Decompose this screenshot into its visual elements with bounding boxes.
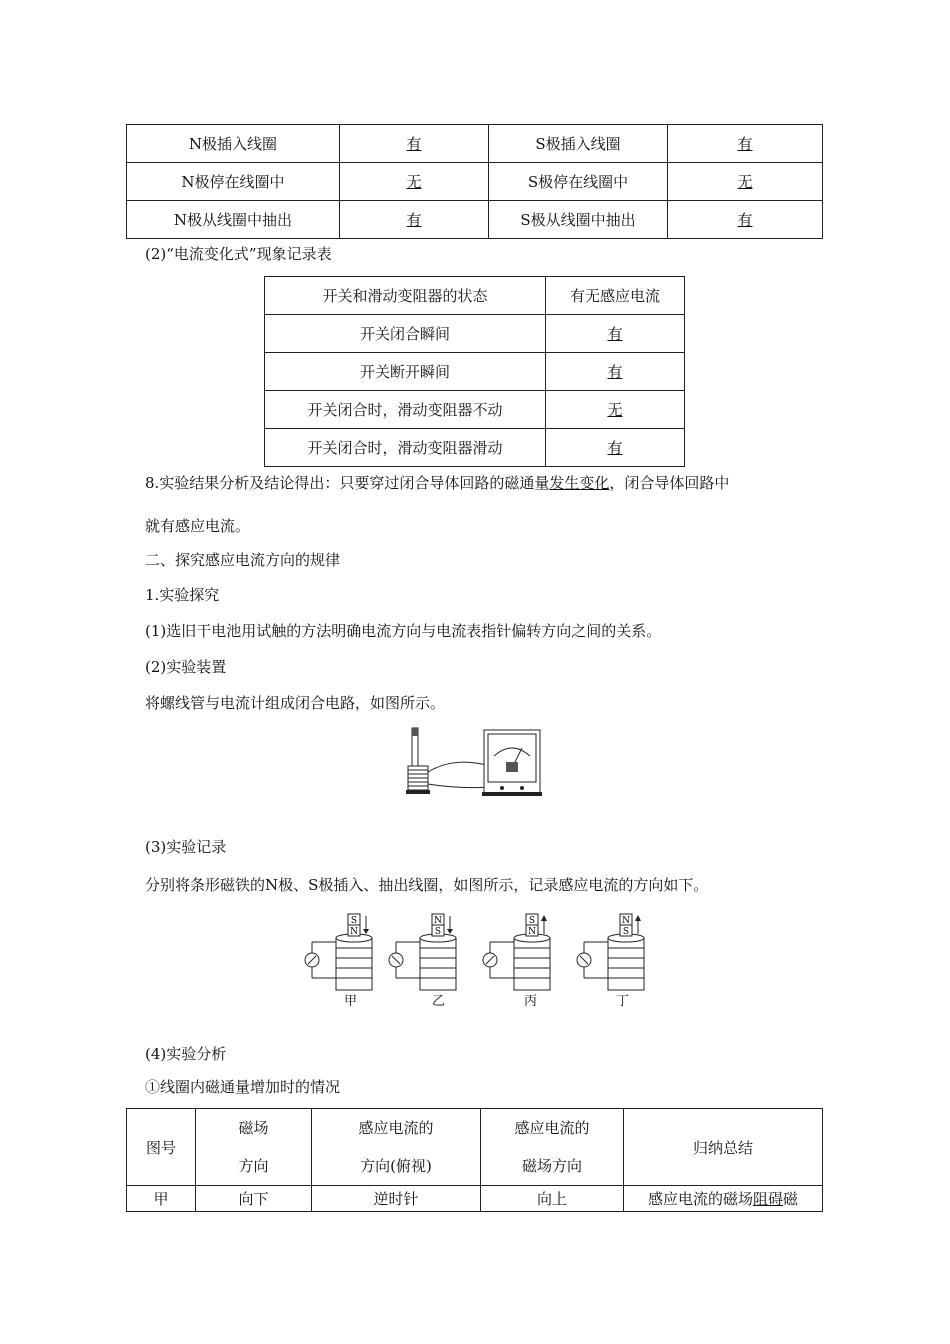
table-row bbox=[265, 391, 685, 429]
table-cell: S极从线圈中抽出 bbox=[489, 201, 668, 239]
table-flux-increase bbox=[126, 1108, 823, 1212]
conclusion-line-1: 8.实验结果分析及结论得出：只要穿过闭合导体回路的磁通量发生变化，闭合导体回路中 bbox=[145, 474, 730, 492]
table-cell: 开关闭合瞬间 bbox=[265, 315, 546, 353]
table-cell: 无 bbox=[340, 163, 489, 201]
table-row bbox=[265, 353, 685, 391]
table-cell: 无 bbox=[668, 163, 823, 201]
paragraph: 将螺线管与电流计组成闭合电路，如图所示。 bbox=[145, 694, 446, 712]
magnet-label: N bbox=[622, 916, 630, 926]
paragraph: 分别将条形磁铁的N极、S极插入、抽出线圈，如图所示，记录感应电流的方向如下。 bbox=[145, 876, 709, 894]
table-cell: N极从线圈中抽出 bbox=[127, 201, 340, 239]
magnet-label: S bbox=[434, 927, 442, 937]
table-header-row bbox=[127, 1109, 823, 1186]
magnet-label: S bbox=[528, 916, 536, 926]
table-current-change bbox=[264, 276, 685, 467]
magnet-label: S bbox=[622, 927, 630, 937]
section-heading: 二、探究感应电流方向的规律 bbox=[145, 551, 341, 569]
coil-figure-bing bbox=[480, 912, 564, 1006]
table-header-cell: 归纳总结 bbox=[624, 1109, 823, 1186]
table-cell: N极停在线圈中 bbox=[127, 163, 340, 201]
table-header-cell: 磁场 方向 bbox=[196, 1109, 312, 1186]
paragraph: (3)实验记录 bbox=[145, 838, 227, 856]
table-cell: 有 bbox=[668, 201, 823, 239]
paragraph: (2)实验装置 bbox=[145, 658, 227, 676]
figure-label-ding: 丁 bbox=[616, 994, 630, 1009]
table-row bbox=[127, 125, 823, 163]
table-cell: 有 bbox=[668, 125, 823, 163]
table-header-cell: 感应电流的 磁场方向 bbox=[481, 1109, 624, 1186]
table-cell: 感应电流的磁场阻碍磁 bbox=[624, 1186, 823, 1212]
apparatus-figure bbox=[404, 726, 546, 802]
paragraph: ①线圈内磁通量增加时的情况 bbox=[145, 1078, 341, 1096]
table-header-cell: 开关和滑动变阻器的状态 bbox=[265, 277, 546, 315]
table-cell: 有 bbox=[546, 353, 685, 391]
section-title: (2)“电流变化式”现象记录表 bbox=[145, 245, 332, 263]
table-header-cell: 感应电流的 方向(俯视) bbox=[312, 1109, 481, 1186]
table-cell: S极停在线圈中 bbox=[489, 163, 668, 201]
paragraph: (1)选旧干电池用试触的方法明确电流方向与电流表指针偏转方向之间的关系。 bbox=[145, 622, 662, 640]
magnet-label: N bbox=[528, 927, 536, 937]
table-cell: 逆时针 bbox=[312, 1186, 481, 1212]
table-header-cell: 有无感应电流 bbox=[546, 277, 685, 315]
coil-figure-yi bbox=[386, 912, 470, 1006]
paragraph: 1.实验探究 bbox=[145, 586, 220, 604]
figure-label-yi: 乙 bbox=[432, 994, 446, 1009]
table-row bbox=[265, 315, 685, 353]
table-cell: 向下 bbox=[196, 1186, 312, 1212]
table-cell: 开关断开瞬间 bbox=[265, 353, 546, 391]
magnet-label: N bbox=[434, 916, 442, 926]
figure-label-bing: 丙 bbox=[524, 994, 538, 1009]
table-cell: 有 bbox=[340, 201, 489, 239]
table-header-cell: 图号 bbox=[127, 1109, 196, 1186]
table-cell: N极插入线圈 bbox=[127, 125, 340, 163]
table-cell: 无 bbox=[546, 391, 685, 429]
paragraph: (4)实验分析 bbox=[145, 1045, 227, 1063]
table-row bbox=[127, 1186, 823, 1212]
magnet-label: S bbox=[350, 916, 358, 926]
table-cell: S极插入线圈 bbox=[489, 125, 668, 163]
table-row bbox=[265, 429, 685, 467]
conclusion-line-2: 就有感应电流。 bbox=[145, 517, 251, 535]
table-cell: 甲 bbox=[127, 1186, 196, 1212]
table-cell: 开关闭合时，滑动变阻器不动 bbox=[265, 391, 546, 429]
table-cell: 开关闭合时，滑动变阻器滑动 bbox=[265, 429, 546, 467]
table-header-row bbox=[265, 277, 685, 315]
table-row bbox=[127, 201, 823, 239]
magnet-label: N bbox=[350, 927, 358, 937]
figure-label-jia: 甲 bbox=[344, 994, 358, 1009]
table-row bbox=[127, 163, 823, 201]
table-cell: 有 bbox=[546, 429, 685, 467]
table-cell: 向上 bbox=[481, 1186, 624, 1212]
table-insertion-results bbox=[126, 124, 823, 239]
table-cell: 有 bbox=[546, 315, 685, 353]
table-cell: 有 bbox=[340, 125, 489, 163]
